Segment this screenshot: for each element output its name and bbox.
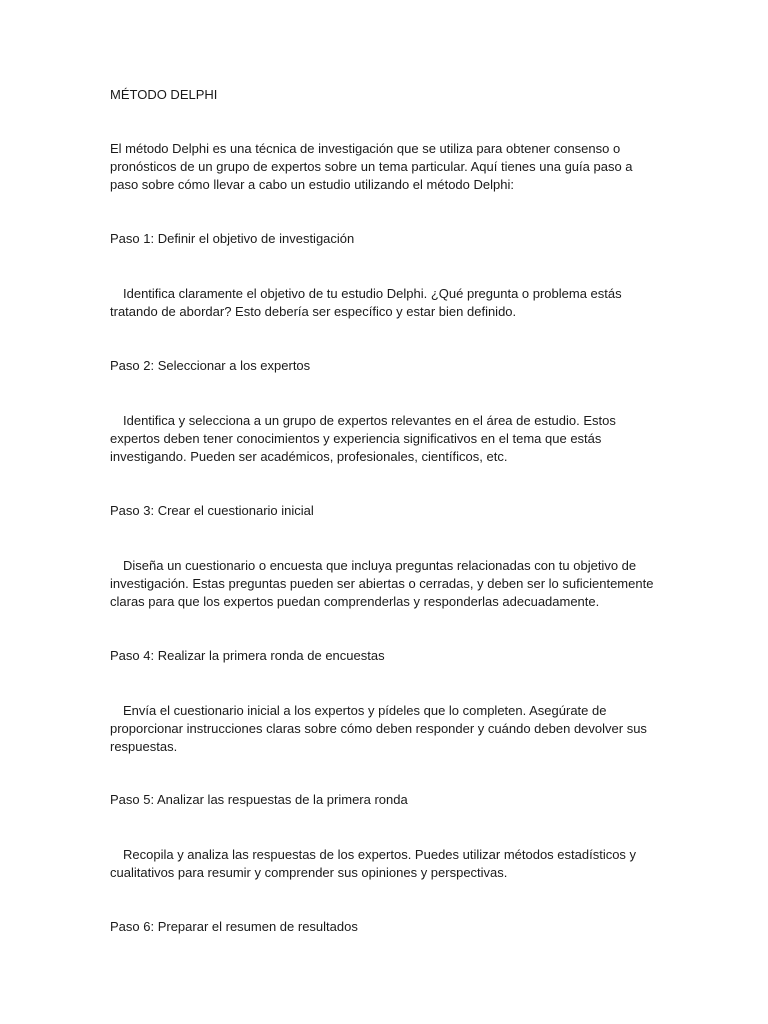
step-4-heading: Paso 4: Realizar la primera ronda de encuestas [110, 648, 385, 663]
step-1-body: Identifica claramente el objetivo de tu estudio Delphi. ¿Qué pregunta o problema estás tratando de abordar? Esto debería ser específico y estar bien definido. [110, 286, 622, 319]
step-4-body: Envía el cuestionario inicial a los expertos y pídeles que lo completen. Asegúrate de proporcionar instrucciones claras sobre cómo deben responder y cuándo deben devolver sus respuestas. [110, 703, 647, 754]
step-3-heading: Paso 3: Crear el cuestionario inicial [110, 503, 314, 518]
step-6-heading: Paso 6: Preparar el resumen de resultados [110, 919, 358, 934]
step-2-heading: Paso 2: Seleccionar a los expertos [110, 358, 311, 373]
step-1-heading: Paso 1: Definir el objetivo de investigación [110, 231, 355, 246]
intro-paragraph: El método Delphi es una técnica de investigación que se utiliza para obtener consenso o pronósticos de un grupo de expertos sobre un tema particular. Aquí tienes una guía paso a paso sobre cómo llevar a cabo un estudio utilizando el método Delphi: [110, 141, 633, 192]
step-5-body: Recopila y analiza las respuestas de los expertos. Puedes utilizar métodos estadísticos y cualitativos para resumir y comprender sus opiniones y perspectivas. [110, 847, 637, 880]
step-3-body: Diseña un cuestionario o encuesta que incluya preguntas relacionadas con tu objetivo de investigación. Estas preguntas pueden ser abiertas o cerradas, y deben ser lo suficientemente claras para que los expertos puedan comprenderlas y responderlas adecuadamente. [110, 558, 654, 609]
step-5-heading: Paso 5: Analizar las respuestas de la primera ronda [110, 792, 408, 807]
document-title: MÉTODO DELPHI [110, 87, 218, 102]
step-2-body: Identifica y selecciona a un grupo de expertos relevantes en el área de estudio. Estos expertos deben tener conocimientos y experiencia significativos en el tema que estás investigando. Pueden ser académicos, profesionales, científicos, etc. [110, 413, 616, 464]
